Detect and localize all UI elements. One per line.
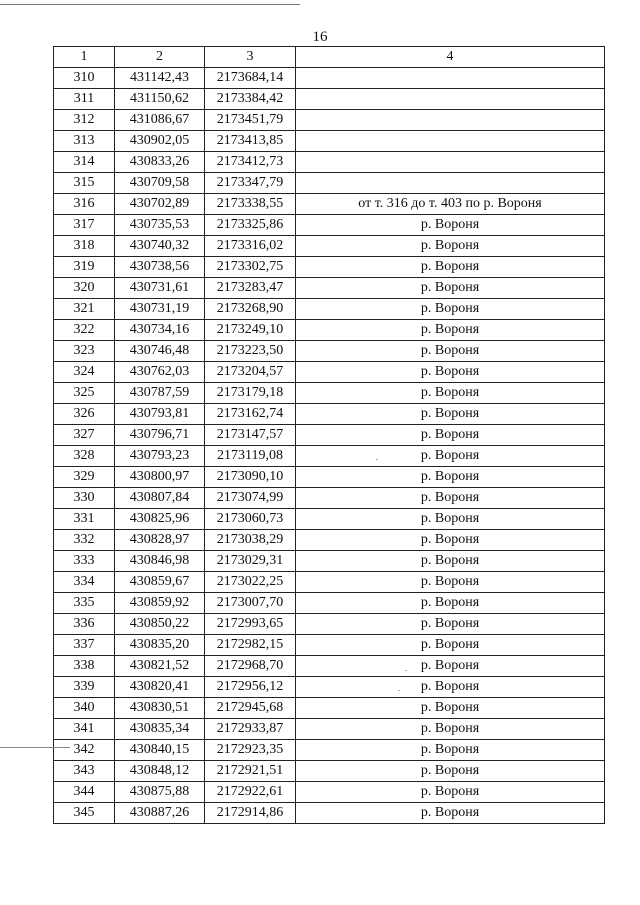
top-rule bbox=[0, 4, 300, 5]
y-coordinate-cell: 2173029,31 bbox=[205, 551, 296, 572]
table-row bbox=[54, 341, 605, 362]
y-coordinate-cell: 2173325,86 bbox=[205, 215, 296, 236]
y-coordinate-cell: 2173204,57 bbox=[205, 362, 296, 383]
point-number-cell: 320 bbox=[54, 278, 115, 299]
y-coordinate-cell: 2172982,15 bbox=[205, 635, 296, 656]
y-coordinate-cell: 2172933,87 bbox=[205, 719, 296, 740]
description-cell: р. Вороня bbox=[296, 404, 605, 425]
description-cell bbox=[296, 131, 605, 152]
point-number-cell: 327 bbox=[54, 425, 115, 446]
y-coordinate-cell: 2173302,75 bbox=[205, 257, 296, 278]
y-coordinate-cell: 2173074,99 bbox=[205, 488, 296, 509]
y-coordinate-cell: 2173338,55 bbox=[205, 194, 296, 215]
x-coordinate-cell: 430738,56 bbox=[115, 257, 205, 278]
y-coordinate-cell: 2173316,02 bbox=[205, 236, 296, 257]
description-cell: р. Вороня bbox=[296, 614, 605, 635]
point-number-cell: 336 bbox=[54, 614, 115, 635]
point-number-cell: 335 bbox=[54, 593, 115, 614]
description-cell: р. Вороня bbox=[296, 551, 605, 572]
table-row bbox=[54, 299, 605, 320]
y-coordinate-cell: 2173162,74 bbox=[205, 404, 296, 425]
y-coordinate-cell: 2173022,25 bbox=[205, 572, 296, 593]
x-coordinate-cell: 430709,58 bbox=[115, 173, 205, 194]
table-row bbox=[54, 89, 605, 110]
description-cell: р. Вороня bbox=[296, 761, 605, 782]
point-number-cell: 332 bbox=[54, 530, 115, 551]
description-cell: р. Вороня bbox=[296, 425, 605, 446]
x-coordinate-cell: 430835,34 bbox=[115, 719, 205, 740]
point-number-cell: 319 bbox=[54, 257, 115, 278]
page-number: 16 bbox=[312, 29, 328, 45]
table-row bbox=[54, 68, 605, 89]
table-row bbox=[54, 635, 605, 656]
table-row bbox=[54, 173, 605, 194]
description-cell: р. Вороня bbox=[296, 635, 605, 656]
y-coordinate-cell: 2173147,57 bbox=[205, 425, 296, 446]
point-number-cell: 343 bbox=[54, 761, 115, 782]
table-row bbox=[54, 509, 605, 530]
column-header: 4 bbox=[296, 47, 605, 68]
table-row bbox=[54, 236, 605, 257]
table-row bbox=[54, 761, 605, 782]
description-cell bbox=[296, 173, 605, 194]
description-cell: р. Вороня bbox=[296, 467, 605, 488]
description-cell: р. Вороня bbox=[296, 803, 605, 824]
point-number-cell: 341 bbox=[54, 719, 115, 740]
point-number-cell: 328 bbox=[54, 446, 115, 467]
table-row bbox=[54, 740, 605, 761]
y-coordinate-cell: 2173268,90 bbox=[205, 299, 296, 320]
y-coordinate-cell: 2172945,68 bbox=[205, 698, 296, 719]
description-cell: р. Вороня bbox=[296, 278, 605, 299]
description-cell bbox=[296, 89, 605, 110]
y-coordinate-cell: 2173413,85 bbox=[205, 131, 296, 152]
description-cell: р. Вороня bbox=[296, 719, 605, 740]
point-number-cell: 337 bbox=[54, 635, 115, 656]
description-cell: р. Вороня bbox=[296, 572, 605, 593]
y-coordinate-cell: 2172993,65 bbox=[205, 614, 296, 635]
table-row bbox=[54, 446, 605, 467]
description-cell: р. Вороня bbox=[296, 782, 605, 803]
y-coordinate-cell: 2173412,73 bbox=[205, 152, 296, 173]
scan-speck bbox=[398, 690, 400, 691]
table-row bbox=[54, 362, 605, 383]
description-cell: р. Вороня bbox=[296, 509, 605, 530]
description-cell: р. Вороня bbox=[296, 593, 605, 614]
y-coordinate-cell: 2172914,86 bbox=[205, 803, 296, 824]
x-coordinate-cell: 430735,53 bbox=[115, 215, 205, 236]
y-coordinate-cell: 2172921,51 bbox=[205, 761, 296, 782]
table-row bbox=[54, 425, 605, 446]
description-cell: р. Вороня bbox=[296, 299, 605, 320]
x-coordinate-cell: 430731,61 bbox=[115, 278, 205, 299]
y-coordinate-cell: 2173119,08 bbox=[205, 446, 296, 467]
x-coordinate-cell: 430820,41 bbox=[115, 677, 205, 698]
table-row bbox=[54, 404, 605, 425]
x-coordinate-cell: 430830,51 bbox=[115, 698, 205, 719]
table-row bbox=[54, 110, 605, 131]
x-coordinate-cell: 430746,48 bbox=[115, 341, 205, 362]
x-coordinate-cell: 430859,67 bbox=[115, 572, 205, 593]
point-number-cell: 334 bbox=[54, 572, 115, 593]
x-coordinate-cell: 430796,71 bbox=[115, 425, 205, 446]
y-coordinate-cell: 2173007,70 bbox=[205, 593, 296, 614]
column-header: 2 bbox=[115, 47, 205, 68]
x-coordinate-cell: 430787,59 bbox=[115, 383, 205, 404]
description-cell: р. Вороня bbox=[296, 362, 605, 383]
table-row bbox=[54, 614, 605, 635]
column-header: 1 bbox=[54, 47, 115, 68]
table-row bbox=[54, 257, 605, 278]
description-cell: р. Вороня bbox=[296, 740, 605, 761]
y-coordinate-cell: 2172923,35 bbox=[205, 740, 296, 761]
y-coordinate-cell: 2173347,79 bbox=[205, 173, 296, 194]
description-cell: р. Вороня bbox=[296, 341, 605, 362]
x-coordinate-cell: 430731,19 bbox=[115, 299, 205, 320]
point-number-cell: 329 bbox=[54, 467, 115, 488]
point-number-cell: 340 bbox=[54, 698, 115, 719]
description-cell: р. Вороня bbox=[296, 656, 605, 677]
table-row bbox=[54, 530, 605, 551]
point-number-cell: 314 bbox=[54, 152, 115, 173]
point-number-cell: 316 bbox=[54, 194, 115, 215]
x-coordinate-cell: 430740,32 bbox=[115, 236, 205, 257]
table-row bbox=[54, 782, 605, 803]
point-number-cell: 333 bbox=[54, 551, 115, 572]
point-number-cell: 313 bbox=[54, 131, 115, 152]
x-coordinate-cell: 430734,16 bbox=[115, 320, 205, 341]
description-cell bbox=[296, 68, 605, 89]
table-row bbox=[54, 320, 605, 341]
x-coordinate-cell: 430702,89 bbox=[115, 194, 205, 215]
x-coordinate-cell: 430821,52 bbox=[115, 656, 205, 677]
x-coordinate-cell: 431086,67 bbox=[115, 110, 205, 131]
y-coordinate-cell: 2173090,10 bbox=[205, 467, 296, 488]
point-number-cell: 318 bbox=[54, 236, 115, 257]
table-row bbox=[54, 593, 605, 614]
description-cell: р. Вороня bbox=[296, 257, 605, 278]
point-number-cell: 345 bbox=[54, 803, 115, 824]
x-coordinate-cell: 430887,26 bbox=[115, 803, 205, 824]
x-coordinate-cell: 430875,88 bbox=[115, 782, 205, 803]
scan-speck bbox=[405, 670, 407, 671]
table-row bbox=[54, 131, 605, 152]
table-row bbox=[54, 551, 605, 572]
x-coordinate-cell: 430835,20 bbox=[115, 635, 205, 656]
y-coordinate-cell: 2172922,61 bbox=[205, 782, 296, 803]
point-number-cell: 310 bbox=[54, 68, 115, 89]
x-coordinate-cell: 431150,62 bbox=[115, 89, 205, 110]
y-coordinate-cell: 2173223,50 bbox=[205, 341, 296, 362]
y-coordinate-cell: 2173451,79 bbox=[205, 110, 296, 131]
table-row bbox=[54, 152, 605, 173]
point-number-cell: 315 bbox=[54, 173, 115, 194]
x-coordinate-cell: 430825,96 bbox=[115, 509, 205, 530]
x-coordinate-cell: 430800,97 bbox=[115, 467, 205, 488]
table-row bbox=[54, 467, 605, 488]
point-number-cell: 311 bbox=[54, 89, 115, 110]
y-coordinate-cell: 2173060,73 bbox=[205, 509, 296, 530]
point-number-cell: 321 bbox=[54, 299, 115, 320]
description-cell: р. Вороня bbox=[296, 488, 605, 509]
table-body bbox=[54, 68, 605, 824]
table-row bbox=[54, 278, 605, 299]
y-coordinate-cell: 2173283,47 bbox=[205, 278, 296, 299]
description-cell: р. Вороня bbox=[296, 530, 605, 551]
description-cell bbox=[296, 152, 605, 173]
x-coordinate-cell: 430828,97 bbox=[115, 530, 205, 551]
table-row bbox=[54, 803, 605, 824]
point-number-cell: 324 bbox=[54, 362, 115, 383]
column-header: 3 bbox=[205, 47, 296, 68]
point-number-cell: 339 bbox=[54, 677, 115, 698]
description-cell: р. Вороня bbox=[296, 320, 605, 341]
margin-mark bbox=[0, 747, 70, 748]
point-number-cell: 326 bbox=[54, 404, 115, 425]
description-cell: от т. 316 до т. 403 по р. Вороня bbox=[296, 194, 605, 215]
table-row bbox=[54, 194, 605, 215]
point-number-cell: 331 bbox=[54, 509, 115, 530]
description-cell: р. Вороня bbox=[296, 677, 605, 698]
x-coordinate-cell: 430846,98 bbox=[115, 551, 205, 572]
y-coordinate-cell: 2173684,14 bbox=[205, 68, 296, 89]
description-cell: р. Вороня bbox=[296, 215, 605, 236]
x-coordinate-cell: 430793,23 bbox=[115, 446, 205, 467]
description-cell: р. Вороня bbox=[296, 383, 605, 404]
description-cell bbox=[296, 110, 605, 131]
point-number-cell: 325 bbox=[54, 383, 115, 404]
y-coordinate-cell: 2172956,12 bbox=[205, 677, 296, 698]
table-row bbox=[54, 656, 605, 677]
x-coordinate-cell: 430859,92 bbox=[115, 593, 205, 614]
y-coordinate-cell: 2172968,70 bbox=[205, 656, 296, 677]
table-row bbox=[54, 383, 605, 404]
table-row bbox=[54, 677, 605, 698]
x-coordinate-cell: 430840,15 bbox=[115, 740, 205, 761]
x-coordinate-cell: 430902,05 bbox=[115, 131, 205, 152]
x-coordinate-cell: 430793,81 bbox=[115, 404, 205, 425]
y-coordinate-cell: 2173249,10 bbox=[205, 320, 296, 341]
point-number-cell: 322 bbox=[54, 320, 115, 341]
x-coordinate-cell: 430833,26 bbox=[115, 152, 205, 173]
x-coordinate-cell: 431142,43 bbox=[115, 68, 205, 89]
point-number-cell: 317 bbox=[54, 215, 115, 236]
point-number-cell: 342 bbox=[54, 740, 115, 761]
point-number-cell: 330 bbox=[54, 488, 115, 509]
scan-speck bbox=[376, 459, 378, 460]
table-header-row bbox=[54, 47, 605, 68]
table-row bbox=[54, 572, 605, 593]
table-row bbox=[54, 488, 605, 509]
x-coordinate-cell: 430850,22 bbox=[115, 614, 205, 635]
point-number-cell: 344 bbox=[54, 782, 115, 803]
y-coordinate-cell: 2173384,42 bbox=[205, 89, 296, 110]
description-cell: р. Вороня bbox=[296, 236, 605, 257]
y-coordinate-cell: 2173179,18 bbox=[205, 383, 296, 404]
x-coordinate-cell: 430848,12 bbox=[115, 761, 205, 782]
x-coordinate-cell: 430762,03 bbox=[115, 362, 205, 383]
point-number-cell: 312 bbox=[54, 110, 115, 131]
coordinates-table bbox=[53, 46, 605, 824]
point-number-cell: 323 bbox=[54, 341, 115, 362]
point-number-cell: 338 bbox=[54, 656, 115, 677]
table-row bbox=[54, 698, 605, 719]
table-row bbox=[54, 719, 605, 740]
description-cell: р. Вороня bbox=[296, 446, 605, 467]
x-coordinate-cell: 430807,84 bbox=[115, 488, 205, 509]
y-coordinate-cell: 2173038,29 bbox=[205, 530, 296, 551]
table-row bbox=[54, 215, 605, 236]
description-cell: р. Вороня bbox=[296, 698, 605, 719]
